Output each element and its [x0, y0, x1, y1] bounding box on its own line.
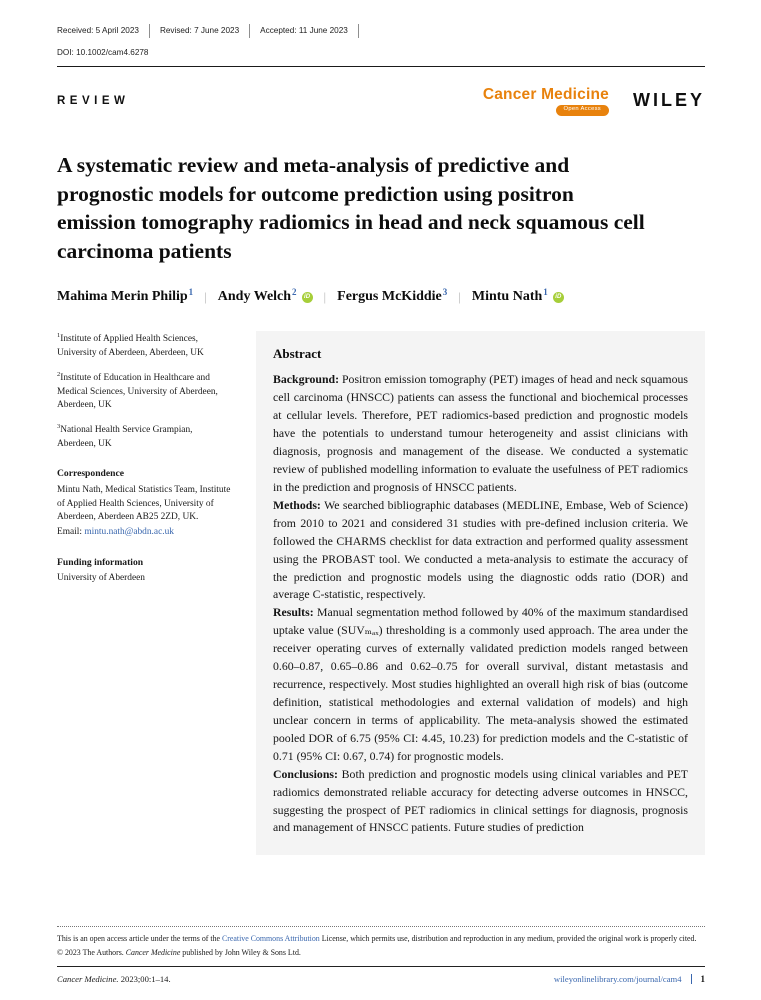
abstract-section-text: Positron emission tomography (PET) images of head and neck squamous cell carcinoma (HNSCC) patients can assess the functional and biochemical processes at cellular levels. Therefore, PET radiomics-based prediction and prognostic models have the potentials to understand tumour heterogeneity and assist clinicians with diagnosis, prognosis and management of the disease. We conducted a systematic review of published modelling information to evaluate the usefulness of PET radiomics in the prediction and prognosis of HNSCC patients. [273, 372, 688, 494]
article-type-label: REVIEW [57, 95, 130, 107]
affiliation-text: Institute of Education in Healthcare and Medical Sciences, University of Aberdeen, Aberdeen, UK [57, 372, 218, 411]
author-list [57, 289, 705, 305]
journal-logo-text: Cancer Medicine [482, 86, 609, 104]
author [57, 289, 193, 305]
affiliation-sup: 1 [57, 332, 61, 340]
author [337, 289, 447, 305]
logos [483, 86, 705, 115]
journal-url-link[interactable]: wileyonlinelibrary.com/journal/cam4 [553, 974, 682, 984]
license-text-prefix: This is an open access article under the terms of the [57, 934, 222, 944]
author-affiliation-sup: 1 [543, 287, 548, 298]
abstract-section-methods [273, 497, 688, 605]
dotted-divider [57, 926, 705, 927]
affiliation [57, 422, 232, 451]
abstract-box [256, 331, 705, 855]
affiliation-sup: 2 [57, 370, 61, 378]
correspondence-text: Mintu Nath, Medical Statistics Team, Institute of Applied Health Sciences, University of Aberdeen, Aberdeen AB25 2ZD, UK. [57, 485, 231, 523]
author-affiliation-sup: 3 [442, 287, 448, 298]
article-title: A systematic review and meta-analysis of predictive and prognostic models for outcome prediction using positron emission tomography radiomics in head and neck squamous cell carcinoma patients [57, 153, 645, 263]
citation-row [57, 974, 705, 984]
affiliation [57, 331, 232, 360]
email-link[interactable]: mintu.nath@abdn.ac.uk [84, 526, 174, 537]
email-line [57, 526, 232, 540]
abstract-section-label: Background: [273, 372, 339, 387]
abstract-section-background [273, 371, 688, 496]
correspondence-heading: Correspondence [57, 468, 124, 480]
abstract-heading: Abstract [273, 346, 322, 362]
funding-text: University of Aberdeen [57, 573, 145, 584]
abstract-section-text: We searched bibliographic databases (MEDLINE, Embase, Web of Science) from 2010 to 2021 and considered 31 studies with pre-defined inclusion criteria. We followed the CHARMS checklist for data extraction and performed quality assessment using the PROBAST tool. We conducted a meta-analysis to estimate the accuracy of the prediction and prognostic models using the diagnostic odds ratio (DOR) and average C-statistic, respectively. [273, 497, 688, 602]
orcid-icon[interactable]: iD [553, 292, 564, 303]
content-columns [57, 331, 705, 855]
author-separator: | [204, 289, 207, 305]
received-date: Received: 5 April 2023 [57, 24, 150, 38]
author-separator: | [323, 289, 327, 305]
affiliation-text: Institute of Applied Health Sciences, University of Aberdeen, Aberdeen, UK [57, 334, 204, 359]
author-name: Fergus McKiddie [337, 289, 442, 305]
cc-license-link[interactable]: Creative Commons Attribution [222, 934, 320, 944]
abstract-section-label: Methods: [273, 497, 321, 512]
abstract-section-label: Conclusions: [273, 766, 338, 781]
wiley-logo: WILEY [633, 90, 705, 111]
cancer-medicine-logo [483, 86, 609, 115]
abstract-section-text: Manual segmentation method followed by 40% of the maximum standardised uptake value (SUVₘₐₓ) thresholding is a commonly used approach. The area under the receiver operating curves of externally validated prediction models ranged between 0.60–0.87, 0.65–0.86 and 0.62–0.75 for overall survival, distant metastasis and recurrence, respectively. Most studies highlighted an overall high risk of bias (outcome definition, statistical methodologies and external validation of models) and high unclear concern in terms of applicability. The meta-analysis showed the estimated pooled DOR of 6.75 (95% CI: 4.45, 10.23) for prediction models and the C-statistic of 0.71 (95% CI: 0.67, 0.74) for prognostic models. [273, 605, 689, 763]
license-text-suffix: License, which permits use, distribution and reproduction in any medium, provided the original work is properly cited. [319, 934, 697, 944]
affiliation [57, 370, 232, 413]
citation-details: 2023;00:1–14. [118, 974, 171, 984]
article-info-column [57, 331, 232, 855]
footer-right [554, 974, 705, 984]
author-affiliation-sup: 2 [292, 287, 297, 298]
citation-journal-name: Cancer Medicine. [57, 974, 119, 984]
funding-heading: Funding information [57, 556, 144, 568]
license-statement [57, 933, 705, 945]
article-history-row [57, 24, 705, 38]
header-divider [57, 66, 705, 67]
copyright-journal-name: Cancer Medicine [125, 948, 181, 958]
open-access-badge: Open Access [556, 105, 609, 115]
front-matter [57, 24, 705, 123]
author-affiliation-sup: 1 [188, 287, 194, 298]
copyright-prefix: © 2023 The Authors. [57, 948, 126, 958]
email-label: Email: [57, 526, 85, 537]
author-name: Mahima Merin Philip [57, 289, 188, 305]
author [218, 289, 313, 305]
author [472, 289, 564, 305]
brand-row [57, 79, 705, 123]
author-separator: | [458, 289, 461, 305]
accepted-date: Accepted: 11 June 2023 [260, 24, 359, 38]
author-name: Mintu Nath [471, 289, 543, 305]
affiliation-text: National Health Service Grampian, Aberdeen, UK [57, 424, 193, 449]
doi-label: DOI: 10.1002/cam4.6278 [57, 48, 149, 57]
citation [57, 974, 171, 984]
abstract-section-label: Results: [273, 605, 314, 620]
copyright-line [57, 947, 705, 959]
author-name: Andy Welch [217, 289, 292, 305]
footer-divider [57, 966, 705, 967]
orcid-icon[interactable]: iD [302, 292, 313, 303]
revised-date: Revised: 7 June 2023 [160, 24, 250, 38]
page-footer [57, 926, 705, 984]
abstract-section-results [273, 604, 688, 765]
abstract-section-text: Both prediction and prognostic models using clinical variables and PET radiomics demonstrated reliable accuracy for detecting adverse outcomes in HNSCC, suggesting the prospect of PET radiomics in clinical settings for diagnosis, prognosis and management of HNSCC patients. Future studies of prediction [273, 766, 689, 835]
page-number: 1 [691, 974, 706, 984]
copyright-suffix: published by John Wiley & Sons Ltd. [180, 948, 301, 958]
abstract-section-conclusions [273, 766, 688, 838]
affiliation-sup: 3 [57, 422, 61, 430]
